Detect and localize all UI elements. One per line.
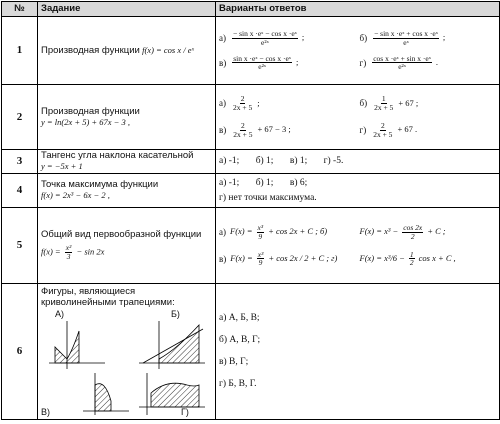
figure-label-b: Б) [171,308,180,319]
question-cell [38,284,216,420]
question-cell [38,174,216,208]
table-row [2,284,500,420]
row-number: 3 [2,150,38,174]
row-number: 2 [2,85,38,150]
figure-label-d: Г) [181,406,189,417]
figure-b [137,319,207,371]
answer-option[interactable]: а) $\frac{2}{2x + 5}$ ; [219,94,260,113]
answer-option[interactable]: в) 6; [289,177,308,188]
answer-option[interactable]: б) $\frac{\text{− sin x ·eˣ + cos x ·eˣ}}{\text{eˣ}}$ ; [359,28,446,47]
header-num: № [2,2,38,17]
question-text: Фигуры, являющиеся криволинейными трапециями: [41,286,175,308]
answer-option[interactable]: в) 1; [289,156,308,167]
answers-cell [216,284,500,420]
header-answers: Варианты ответов [216,2,500,17]
table-row [2,208,500,284]
figure-c [81,371,131,417]
answer-option[interactable]: а) А, Б, В; [219,312,260,323]
answer-option[interactable]: г) -5. [323,156,344,167]
answer-option[interactable]: а) F(x) = $\frac{\text{x³}}{9}$ + cos 2x + C ; б) [219,222,328,241]
question-formula: f(x) = $\frac{\text{x²}}{3}$ − sin 2x [41,243,105,261]
question-cell [38,17,216,85]
header-task: Задание [38,2,216,17]
answer-option[interactable]: б) 1; [255,177,274,188]
row-number: 4 [2,174,38,208]
answer-option[interactable]: б) А, В, Г; [219,334,261,345]
answer-option[interactable]: б) 1; [255,156,274,167]
answer-option[interactable]: г) нет точки максимума. [219,192,317,203]
answers-cell [216,174,500,208]
question-formula: f(x) = cos x / eˣ [142,44,194,55]
answer-option[interactable]: F(x) = x³/6 − $\frac{1}{2}$ cos x + C , [359,249,456,268]
figure-d [137,371,207,417]
question-cell [38,150,216,174]
table-row [2,17,500,85]
question-cell [38,85,216,150]
answer-option[interactable]: г) Б, В, Г. [219,378,257,389]
answer-option[interactable]: а) -1; [219,156,240,167]
test-table [1,1,500,420]
table-header [2,2,500,17]
answers-cell [216,17,500,85]
table-row [2,150,500,174]
answers-cell [216,208,500,284]
answer-option[interactable]: в) $\frac{\text{sin x ·eˣ − cos x ·eˣ}}{\text{e²ˣ}}$ ; [219,53,299,72]
answer-option[interactable]: а) $\frac{\text{− sin x ·eˣ − cos x ·eˣ}}{\text{e²ˣ}}$ ; [219,28,305,47]
question-formula: y = −5x + 1 [41,161,83,172]
figures-panel [41,309,211,419]
question-formula: y = ln(2x + 5) + 67x − 3 , [41,116,131,127]
answer-option[interactable]: а) -1; [219,177,240,188]
figure-label-c: В) [41,406,50,417]
answer-option[interactable]: б) $\frac{1}{2x + 5}$ + 67 ; [359,94,419,113]
answer-option[interactable]: в) $\frac{2}{2x + 5}$ + 67 − 3 ; [219,121,291,139]
question-cell [38,208,216,284]
answer-option[interactable]: в) F(x) = $\frac{\text{x³}}{9}$ + cos 2x / 2 + C ; г) [219,249,338,268]
question-text: Точка максимума функции [41,179,159,191]
question-text: Тангенс угла наклона касательной [41,150,194,162]
answer-option[interactable]: в) В, Г; [219,356,249,367]
answer-option[interactable]: г) $\frac{\text{cos x ·eˣ + sin x ·eˣ}}{\text{e²ˣ}}$ . [359,53,439,72]
question-formula: f(x) = 2x³ − 6x − 2 , [41,190,110,201]
row-number: 5 [2,208,38,284]
figure-label-a: А) [55,308,64,319]
answer-option[interactable]: F(x) = x³ − $\frac{\cos 2x}{2}$ + C ; [359,222,446,241]
figure-a [47,319,107,371]
answers-cell [216,150,500,174]
question-text: Производная функции [41,44,140,56]
table-row [2,85,500,150]
answers-cell [216,85,500,150]
question-text: Производная функции [41,105,140,117]
question-text: Общий вид первообразной функции [41,229,202,241]
row-number: 1 [2,17,38,85]
row-number: 6 [2,284,38,420]
answer-option[interactable]: г) $\frac{2}{2x + 5}$ + 67 . [359,121,418,139]
table-row [2,174,500,208]
